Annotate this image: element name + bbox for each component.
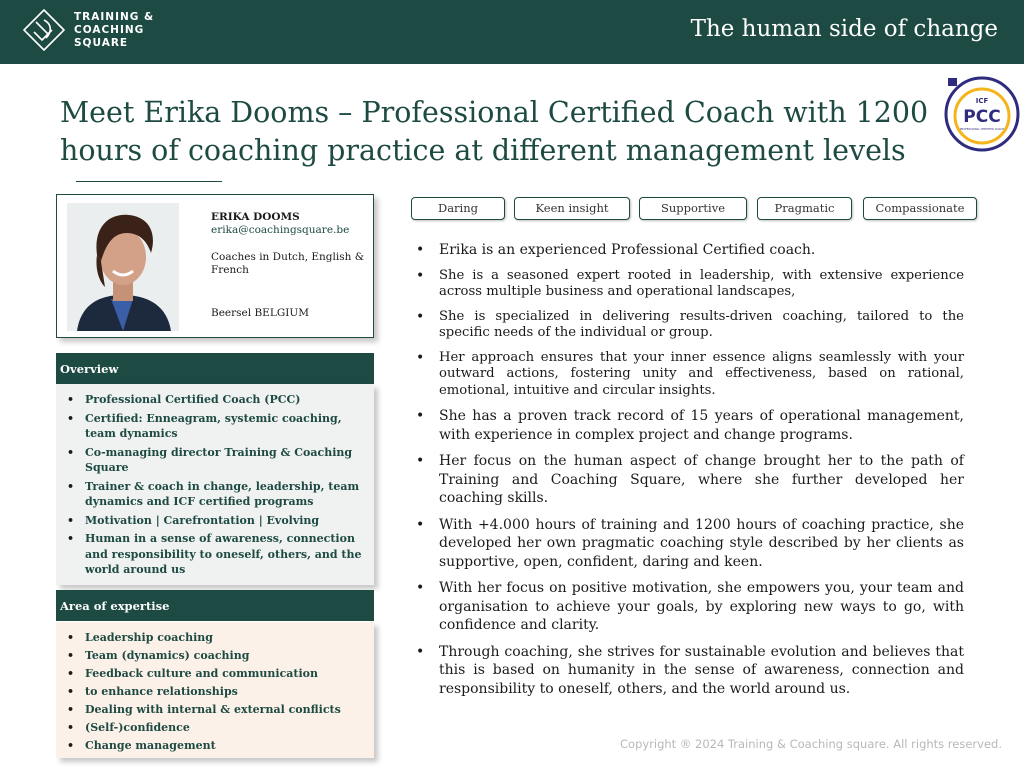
title-underline — [76, 181, 222, 182]
badge-icf-text: ICF — [975, 97, 989, 105]
trait-pill-pragmatic: Pragmatic — [757, 197, 852, 220]
trait-pill-compassionate: Compassionate — [863, 197, 977, 220]
overview-list — [56, 384, 374, 578]
overview-panel — [56, 384, 374, 585]
profile-location: Beersel BELGIUM — [211, 307, 309, 319]
list-item: • (Self-)confidence — [66, 720, 366, 736]
logo-icon — [22, 8, 66, 52]
list-item: • Leadership coaching — [66, 630, 366, 646]
trait-pill-daring: Daring — [411, 197, 505, 220]
header-bar — [0, 0, 1024, 64]
list-item: • She is a seasoned expert rooted in leadership, with extensive experience across multiple business and operational landscapes, — [416, 268, 964, 301]
trait-pills — [411, 197, 981, 221]
page-title: Meet Erika Dooms – Professional Certified Coach with 1200 hours of coaching practice at different management levels — [60, 96, 929, 167]
logo-text — [74, 11, 154, 50]
logo-line-1: TRAINING & — [74, 11, 155, 23]
logo-line-3: SQUARE — [74, 37, 129, 49]
list-item: • Human in a sense of awareness, connection and responsibility to oneself, others, and the world around us — [66, 531, 366, 578]
trait-pill-supportive: Supportive — [639, 197, 747, 220]
expertise-list — [56, 622, 374, 754]
profile-name: ERIKA DOOMS — [211, 211, 300, 223]
list-item: • to enhance relationships — [66, 684, 366, 700]
list-item: • She has a proven track record of 15 years of operational management, with experience in complex project and change programs. — [416, 407, 964, 444]
list-item: • With +4.000 hours of training and 1200 hours of coaching practice, she developed her own pragmatic coaching style described by her clients as supportive, open, confident, daring and keen. — [416, 516, 964, 572]
profile-bullets — [416, 241, 964, 706]
expertise-panel — [56, 622, 374, 758]
expertise-heading: Area of expertise — [56, 590, 374, 621]
profile-card — [56, 194, 374, 338]
profile-languages: Coaches in Dutch, English & French — [211, 251, 365, 276]
pcc-badge-icon — [944, 76, 1020, 152]
list-item: • Team (dynamics) coaching — [66, 648, 366, 664]
list-item: • Professional Certified Coach (PCC) — [66, 392, 366, 408]
list-item: • She is specialized in delivering results-driven coaching, tailored to the specific needs of the individual or group. — [416, 309, 964, 342]
badge-pcc-text: PCC — [963, 107, 1001, 127]
list-item: • Change management — [66, 738, 366, 754]
list-item: • Certified: Enneagram, systemic coaching, team dynamics — [66, 411, 366, 442]
profile-photo — [67, 203, 179, 331]
list-item: • Her approach ensures that your inner essence aligns seamlessly with your outward actions, fostering unity and effectiveness, based on rational, emotional, intuitive and circular insights. — [416, 350, 964, 400]
list-item: • Through coaching, she strives for sustainable evolution and believes that this is based on humanity in the sense of awareness, connection and responsibility to oneself, others, and the world around us. — [416, 643, 964, 699]
list-item: • Her focus on the human aspect of change brought her to the path of Training and Coaching Square, where she further developed her coaching skills. — [416, 452, 964, 508]
list-item: • Co-managing director Training & Coaching Square — [66, 445, 366, 476]
list-item: • Feedback culture and communication — [66, 666, 366, 682]
logo-line-2: COACHING — [74, 24, 145, 36]
list-item: • With her focus on positive motivation, she empowers you, your team and organisation to achieve your goals, by exploring new ways to go, with confidence and clarity. — [416, 579, 964, 635]
list-item: • Dealing with internal & external conflicts — [66, 702, 366, 718]
list-item: • Trainer & coach in change, leadership, team dynamics and ICF certified programs — [66, 479, 366, 510]
list-item: • Erika is an experienced Professional Certified coach. — [416, 241, 964, 260]
overview-heading: Overview — [56, 353, 374, 384]
list-item: • Motivation | Carefrontation | Evolving — [66, 513, 366, 529]
header-tagline: The human side of change — [690, 16, 998, 42]
profile-info — [211, 211, 371, 320]
badge-small-text: PROFESSIONAL CERTIFIED COACH — [959, 128, 1005, 131]
copyright-notice: Copyright ® 2024 Training & Coaching square. All rights reserved. — [620, 737, 1002, 751]
trait-pill-keen-insight: Keen insight — [514, 197, 630, 220]
profile-email-link[interactable]: erika@coachingsquare.be — [211, 224, 350, 236]
